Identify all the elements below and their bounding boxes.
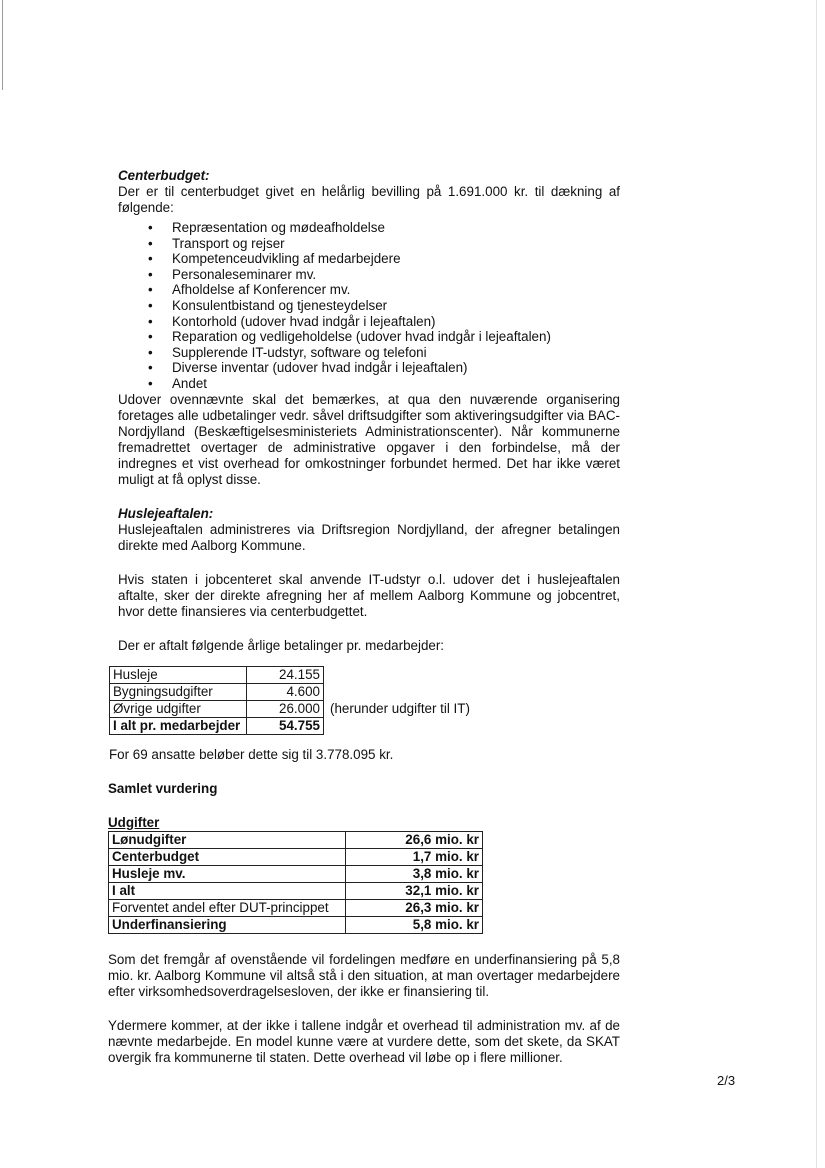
table-row <box>110 700 474 717</box>
table-cell-value: 32,1 mio. kr <box>346 882 483 899</box>
husleje-section <box>109 505 620 763</box>
list-item: • Kontorhold (udover hvad indgår i lejeaftalen) <box>148 314 620 330</box>
table-cell-value: 54.755 <box>247 717 324 734</box>
table-cell-label: Lønudgifter <box>109 831 346 848</box>
list-item: • Konsulentbistand og tjenesteydelser <box>148 298 620 314</box>
list-item: • Andet <box>148 376 620 392</box>
document-body <box>108 168 620 1066</box>
table-row <box>110 683 474 700</box>
table-cell-label: Husleje <box>110 666 247 683</box>
list-item: • Supplerende IT-udstyr, software og telefoni <box>148 345 620 361</box>
table-cell-label: Centerbudget <box>109 848 346 865</box>
husleje-paragraph-3: Der er aftalt følgende årlige betalinger pr. medarbejder: <box>118 637 445 653</box>
table-cell-label: I alt <box>109 882 346 899</box>
table-cell-value: 3,8 mio. kr <box>346 865 483 882</box>
table-row <box>110 666 474 683</box>
scan-edge-right <box>816 0 817 1168</box>
page-number: 2/3 <box>717 1073 736 1088</box>
samlet-section <box>108 781 620 1066</box>
table-cell-note <box>324 683 474 700</box>
table-row <box>109 831 483 848</box>
table-cell-label: Bygningsudgifter <box>110 683 247 700</box>
husleje-paragraph-2: Hvis staten i jobcenteret skal anvende IT-udstyr o.l. udover det i huslejeaftalen aftalte, sker der direkte afregning her af mellem Aalborg Kommune og jobcentret, hvor dette finansieres via centerbudgettet. <box>118 571 620 619</box>
expense-table <box>108 831 483 934</box>
samlet-paragraph-1: Som det fremgår af ovenstående vil fordelingen medføre en underfinansiering på 5,8 mio. kr. Aalborg Kommune vil altså stå i den situation, at man overtager medarbejdere efter virksomhedsoverdragelsesloven, der ikke er finansiering til. <box>108 951 620 999</box>
table-row-total <box>110 717 474 734</box>
list-item: • Repræsentation og mødeafholdelse <box>148 220 620 236</box>
table-cell-note <box>324 666 474 683</box>
centerbudget-section <box>118 168 620 488</box>
list-item: • Personaleseminarer mv. <box>148 267 620 283</box>
rent-payment-table <box>109 666 474 735</box>
table-cell-note: (herunder udgifter til IT) <box>330 700 470 716</box>
list-item: • Afholdelse af Konferencer mv. <box>148 282 620 298</box>
table-cell-label: Forventet andel efter DUT-princippet <box>109 899 346 916</box>
table-cell-value: 26,6 mio. kr <box>346 831 483 848</box>
table-cell-value: 1,7 mio. kr <box>346 848 483 865</box>
husleje-summary: For 69 ansatte beløber dette sig til 3.778.095 kr. <box>109 746 394 762</box>
centerbudget-intro: Der er til centerbudget givet en helårlig bevilling på 1.691.000 kr. til dækning af følgende: <box>118 184 620 215</box>
table-row <box>109 865 483 882</box>
table-cell-label: Øvrige udgifter <box>110 700 247 717</box>
list-item: • Kompetenceudvikling af medarbejdere <box>148 251 620 267</box>
table-row <box>109 899 483 916</box>
table-cell-value: 26,3 mio. kr <box>346 899 483 916</box>
centerbudget-note: Udover ovennævnte skal det bemærkes, at qua den nuværende organisering foretages alle udbetalinger vedr. såvel driftsudgifter som aktiveringsudgifter via BAC-Nordjylland (Beskæftigelsesministeriets Administrationscenter). Når kommunerne fremadrettet overtager de administrative opgaver i den forbindelse, må der indregnes et vist overhead for omkostninger forbundet hermed. Det har ikke været muligt at få oplyst disse. <box>118 391 620 487</box>
list-item: • Transport og rejser <box>148 236 620 252</box>
table-row <box>109 882 483 899</box>
table-cell-label: I alt pr. medarbejder <box>110 717 247 734</box>
list-item: • Reparation og vedligeholdelse (udover hvad indgår i lejeaftalen) <box>148 329 620 345</box>
table-cell-value: 4.600 <box>247 683 324 700</box>
samlet-heading: Samlet vurdering <box>108 780 218 796</box>
table-cell-label: Husleje mv. <box>109 865 346 882</box>
table-row <box>109 916 483 933</box>
table-cell-note <box>324 717 474 734</box>
husleje-paragraph-1: Huslejeaftalen administreres via Driftsregion Nordjylland, der afregner betalingen direkte med Aalborg Kommune. <box>118 521 620 553</box>
centerbudget-heading: Centerbudget: <box>118 168 210 183</box>
centerbudget-list <box>118 220 620 392</box>
table-cell-value: 26.000 <box>247 700 324 717</box>
table-row <box>109 848 483 865</box>
table-cell-label: Underfinansiering <box>109 916 346 933</box>
table-cell-value: 24.155 <box>247 666 324 683</box>
scan-edge-left <box>2 0 3 90</box>
list-item: • Diverse inventar (udover hvad indgår i lejeaftalen) <box>148 360 620 376</box>
table-cell-value: 5,8 mio. kr <box>346 916 483 933</box>
samlet-paragraph-2: Ydermere kommer, at der ikke i tallene indgår et overhead til administration mv. af de nævnte medarbejde. En model kunne være at vurdere dette, som det skete, da SKAT overgik fra kommunerne til staten. Dette overhead vil løbe op i flere millioner. <box>108 1017 620 1065</box>
husleje-heading: Huslejeaftalen: <box>118 505 214 521</box>
udgifter-subheading: Udgifter <box>108 814 160 830</box>
